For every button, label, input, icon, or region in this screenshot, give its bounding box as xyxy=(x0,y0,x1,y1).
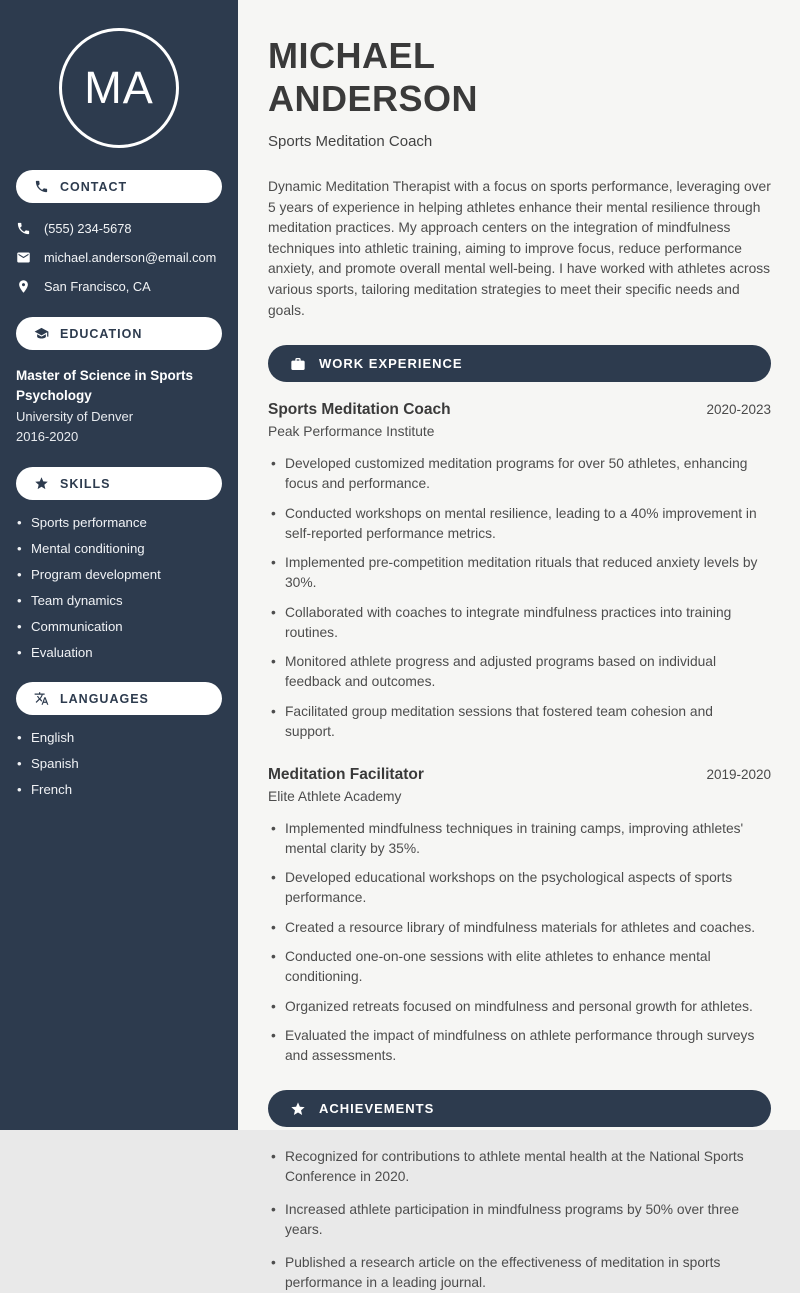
job-company: Peak Performance Institute xyxy=(268,424,435,440)
contact-section-label: CONTACT xyxy=(60,179,128,194)
languages-section-header xyxy=(16,682,222,715)
language-item: • French xyxy=(16,782,222,797)
job-header xyxy=(268,766,771,784)
languages-list xyxy=(0,730,238,797)
education-section-header xyxy=(16,317,222,350)
skill-item: • Program development xyxy=(16,567,222,582)
job-header xyxy=(268,401,771,419)
achievement-bullet: • Increased athlete participation in mindfulness programs by 50% over three years. xyxy=(268,1200,763,1240)
work-experience-section-label: WORK EXPERIENCE xyxy=(319,356,463,372)
skill-item: • Team dynamics xyxy=(16,593,222,608)
email-icon xyxy=(16,250,31,265)
contact-email-value: michael.anderson@email.com xyxy=(44,249,217,265)
contact-section-header xyxy=(16,170,222,203)
job-title: Sports Meditation Coach xyxy=(268,401,451,419)
job-bullet-list xyxy=(268,819,771,1067)
languages-section-label: LANGUAGES xyxy=(60,691,149,706)
person-name xyxy=(268,34,771,120)
achievements-section-header xyxy=(268,1090,771,1127)
job-title: Meditation Facilitator xyxy=(268,765,424,783)
job-bullet: • Facilitated group meditation sessions that fostered team cohesion and support. xyxy=(268,702,763,742)
location-icon xyxy=(16,279,31,294)
skills-list xyxy=(0,515,238,660)
job-bullet-list xyxy=(268,454,771,742)
job-bullet: • Implemented pre-competition meditation rituals that reduced anxiety levels by 30%. xyxy=(268,553,763,593)
phone-icon xyxy=(34,179,49,194)
star-icon xyxy=(34,476,49,491)
contact-email-row xyxy=(16,249,222,265)
work-experience-section-header xyxy=(268,345,771,382)
education-years: 2016-2020 xyxy=(16,429,79,444)
contact-phone-row xyxy=(16,220,222,236)
star-icon xyxy=(290,1101,306,1117)
achievements-section-label: ACHIEVEMENTS xyxy=(319,1101,435,1117)
job-entry xyxy=(268,401,771,742)
language-item: • Spanish xyxy=(16,756,222,771)
job-dates: 2020-2023 xyxy=(706,402,771,418)
job-bullet: • Evaluated the impact of mindfulness on athlete performance through surveys and assessments. xyxy=(268,1026,763,1066)
skill-item: • Communication xyxy=(16,619,222,634)
contact-location-row xyxy=(16,278,222,294)
achievement-bullet: • Published a research article on the effectiveness of meditation in sports performance in a leading journal. xyxy=(268,1253,763,1293)
skill-item: • Mental conditioning xyxy=(16,541,222,556)
phone-icon xyxy=(16,221,31,236)
main-content xyxy=(238,0,800,1291)
job-bullet: • Created a resource library of mindfulness materials for athletes and coaches. xyxy=(268,918,763,938)
avatar xyxy=(59,28,179,148)
language-item: • English xyxy=(16,730,222,745)
job-bullet: • Conducted one-on-one sessions with elite athletes to enhance mental conditioning. xyxy=(268,947,763,987)
job-bullet: • Conducted workshops on mental resilience, leading to a 40% improvement in self-reported performance metrics. xyxy=(268,504,763,544)
job-entry xyxy=(268,766,771,1067)
job-bullet: • Collaborated with coaches to integrate mindfulness practices into training routines. xyxy=(268,603,763,643)
avatar-initials: MA xyxy=(84,62,154,113)
skills-section-header xyxy=(16,467,222,500)
person-name-line1: MICHAEL xyxy=(268,35,436,76)
education-section-label: EDUCATION xyxy=(60,326,143,341)
graduation-cap-icon xyxy=(34,326,49,341)
skill-item: • Sports performance xyxy=(16,515,222,530)
job-bullet: • Monitored athlete progress and adjusted programs based on individual feedback and outcomes. xyxy=(268,652,763,692)
job-dates: 2019-2020 xyxy=(706,766,771,782)
briefcase-icon xyxy=(290,356,306,372)
achievement-bullet: • Recognized for contributions to athlete mental health at the National Sports Conference in 2020. xyxy=(268,1147,763,1187)
job-bullet: • Organized retreats focused on mindfulness and personal growth for athletes. xyxy=(268,997,763,1017)
job-bullet: • Developed customized meditation programs for over 50 athletes, enhancing focus and performance. xyxy=(268,454,763,494)
job-bullet: • Developed educational workshops on the psychological aspects of sports performance. xyxy=(268,868,763,908)
skills-section-label: SKILLS xyxy=(60,476,111,491)
education-degree: Master of Science in Sports Psychology xyxy=(16,368,194,403)
professional-summary: Dynamic Meditation Therapist with a focus on sports performance, leveraging over 5 years of experience in helping athletes enhance their mental resilience through meditation practices. My approach centers on the integration of mindfulness techniques into athletic training, aiming to improve focus, reduce performance anxiety, and promote overall mental well-being. I have worked with athletes across various sports, tailoring meditation strategies to meet their specific needs and goals. xyxy=(268,179,771,318)
skill-item: • Evaluation xyxy=(16,645,222,660)
education-entry xyxy=(0,366,238,444)
translate-icon xyxy=(34,691,49,706)
person-title: Sports Meditation Coach xyxy=(268,133,433,150)
person-name-line2: ANDERSON xyxy=(268,78,479,119)
achievements-list xyxy=(268,1147,771,1293)
contact-location-value: San Francisco, CA xyxy=(44,278,151,294)
sidebar xyxy=(0,0,238,1130)
contact-list xyxy=(0,220,238,294)
job-company: Elite Athlete Academy xyxy=(268,788,402,804)
job-bullet: • Implemented mindfulness techniques in training camps, improving athletes' mental clarity by 35%. xyxy=(268,819,763,859)
contact-phone-value: (555) 234-5678 xyxy=(44,220,132,236)
education-school: University of Denver xyxy=(16,409,134,424)
